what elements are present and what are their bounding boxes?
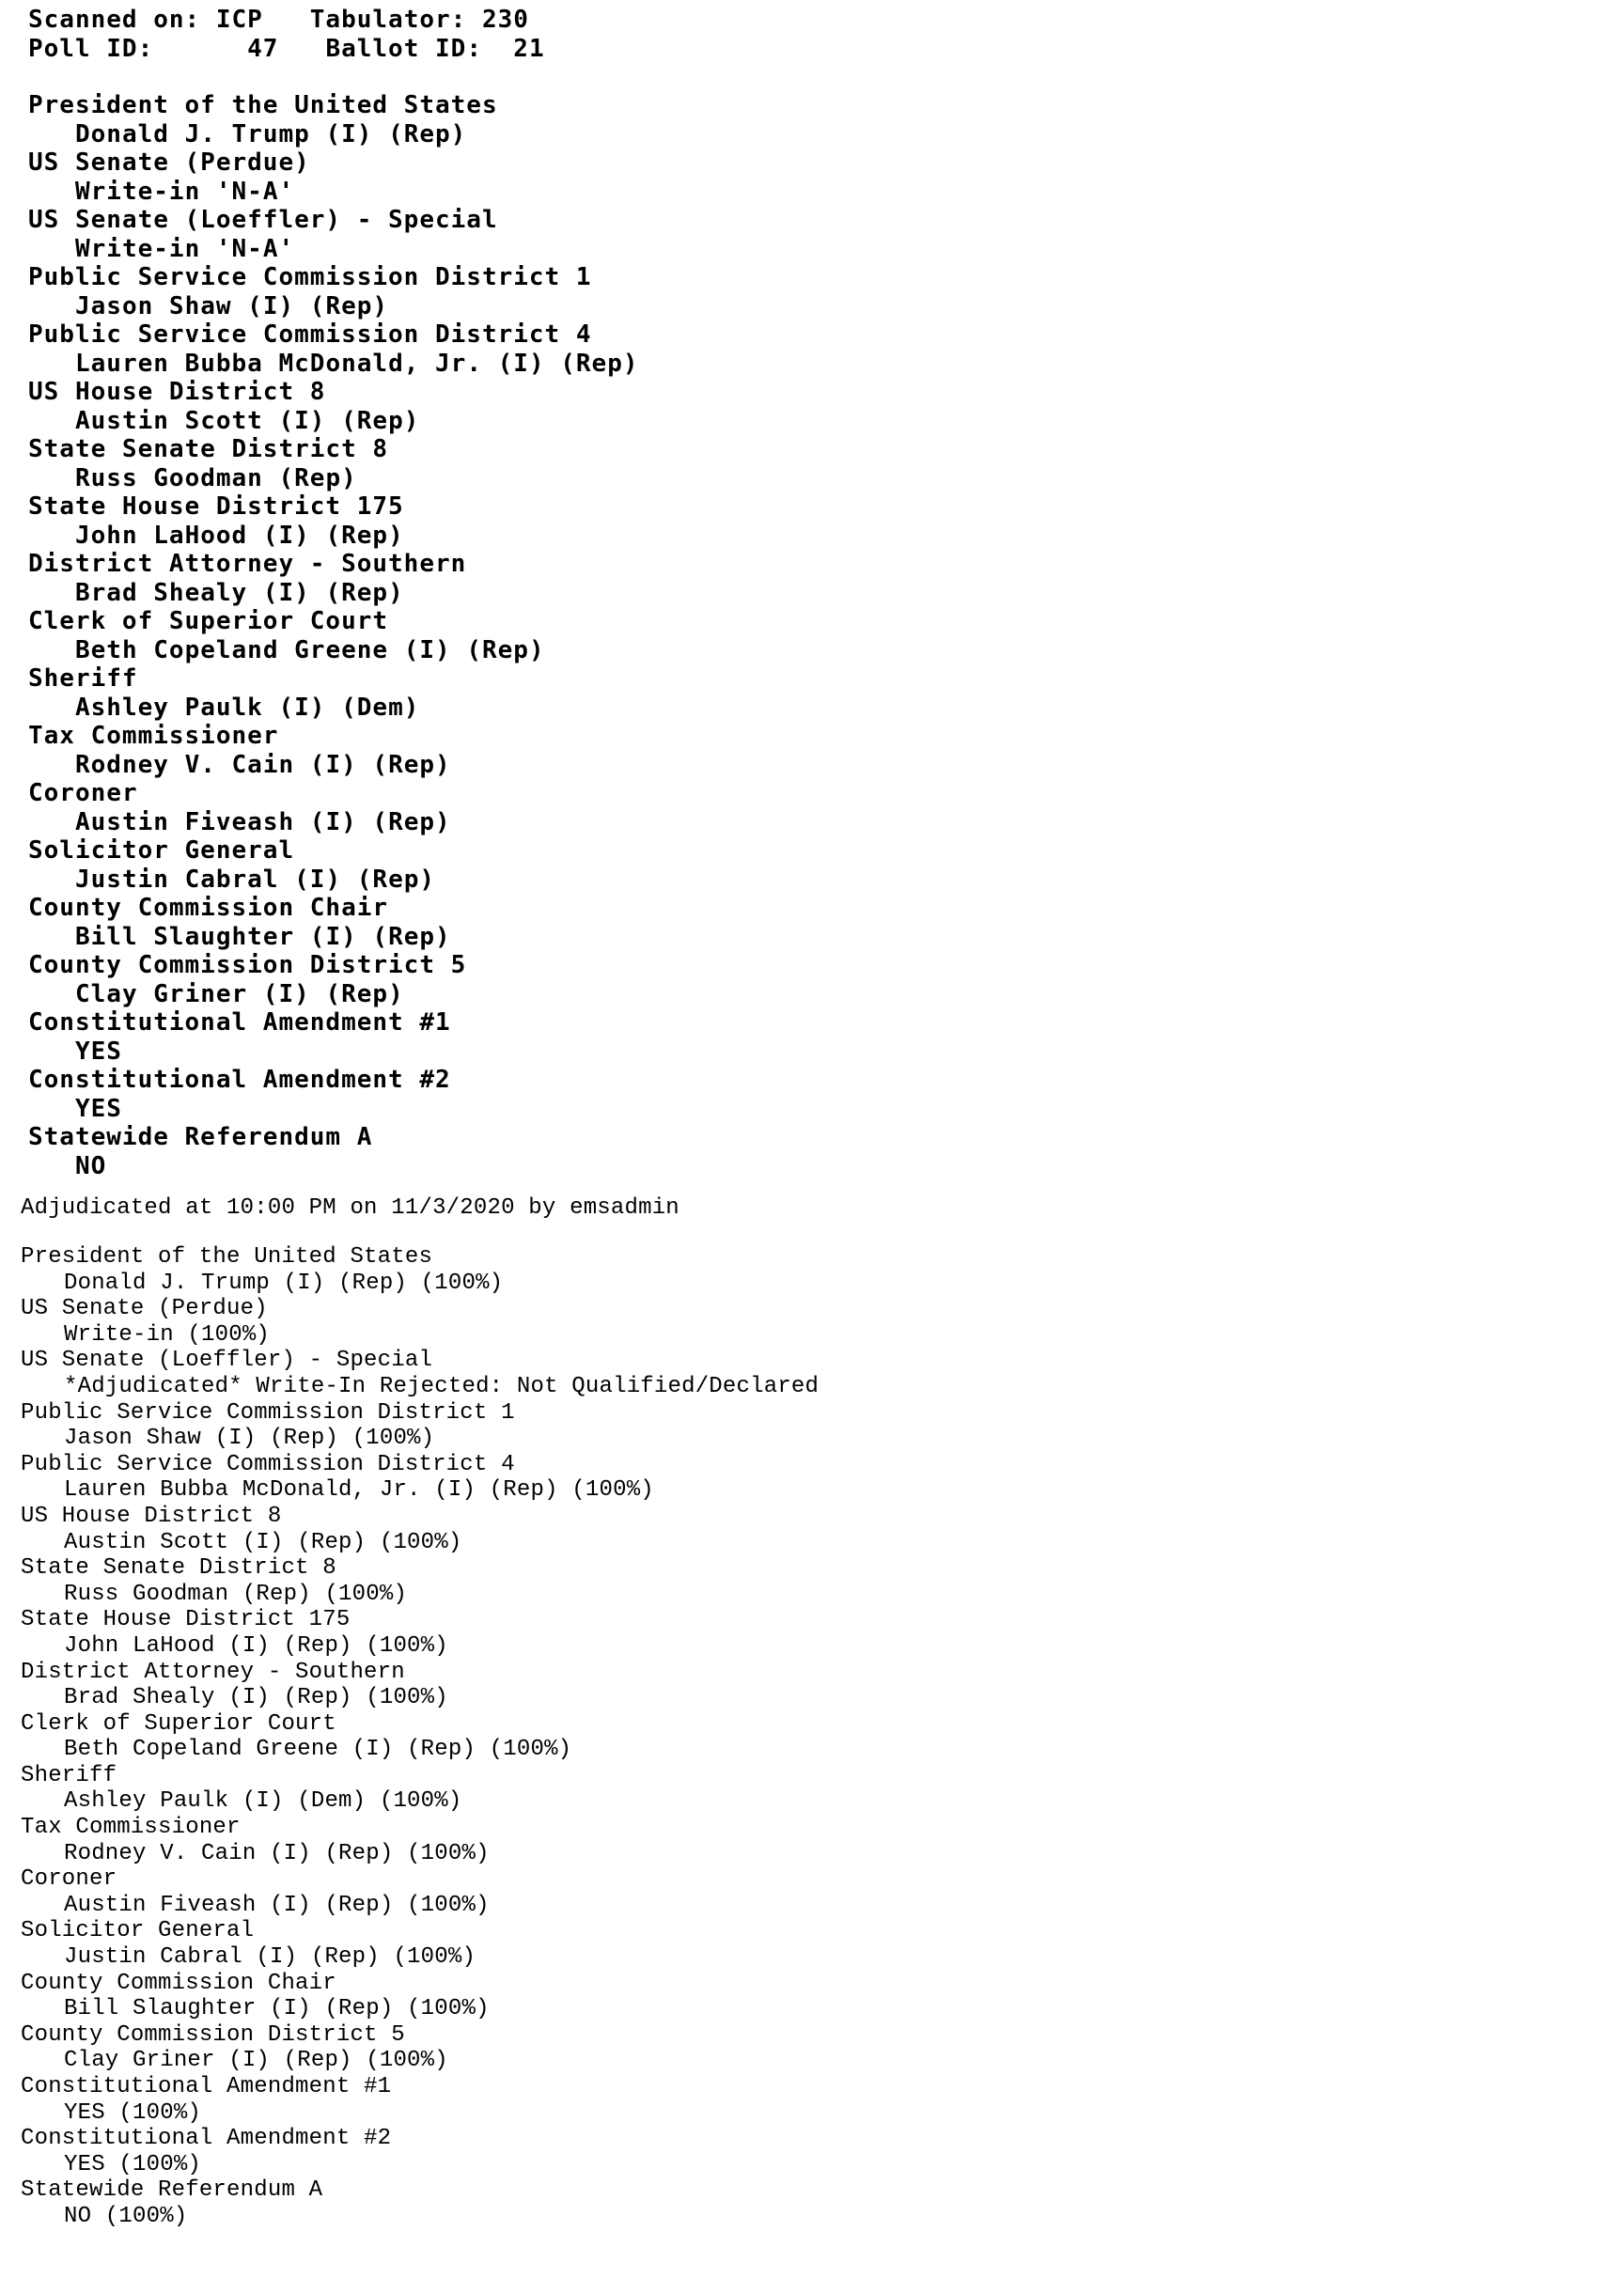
- scanned-contest-name: Constitutional Amendment #1: [28, 1008, 451, 1037]
- adjudication-section: [21, 1195, 1524, 2229]
- adjudicated-contest-name: Solicitor General: [21, 1918, 255, 1944]
- scanned-contest-name: County Commission Chair: [28, 894, 389, 922]
- adjudicated-contest-name: Constitutional Amendment #2: [21, 2126, 392, 2152]
- scanned-contest-name: Coroner: [28, 779, 138, 807]
- ballot-id-label: Ballot ID:: [325, 34, 482, 63]
- poll-id-value: 47: [247, 34, 279, 63]
- adjudicated-contest-name: Public Service Commission District 1: [21, 1399, 515, 1426]
- scanned-contest-name: Tax Commissioner: [28, 722, 279, 750]
- adjudicated-contest-name: US House District 8: [21, 1503, 282, 1529]
- scanned-on-label: Scanned on:: [28, 6, 201, 34]
- adjudicated-contest-name: Constitutional Amendment #1: [21, 2074, 392, 2099]
- scanned-ballot-section: [28, 6, 1438, 1180]
- adjudicated-choice: Brad Shealy (I) (Rep) (100%): [64, 1685, 448, 1711]
- scanned-choice: Beth Copeland Greene (I) (Rep): [75, 635, 545, 664]
- adjudicated-contest-name: State Senate District 8: [21, 1555, 336, 1582]
- scanned-contest-name: Solicitor General: [28, 836, 295, 865]
- adjudicated-choice: Austin Fiveash (I) (Rep) (100%): [64, 1892, 490, 1918]
- adjudicated-choice: *Adjudicated* Write-In Rejected: Not Qualified/Declared: [64, 1373, 820, 1399]
- adjudicated-contest-name: Clerk of Superior Court: [21, 1710, 336, 1737]
- scanned-choice: YES: [75, 1037, 122, 1066]
- scanned-contest-name: US House District 8: [28, 378, 326, 406]
- adjudicated-choice: Austin Scott (I) (Rep) (100%): [64, 1529, 462, 1555]
- adjudicated-choice: YES (100%): [64, 2151, 202, 2177]
- scanned-contest-name: District Attorney - Southern: [28, 550, 467, 578]
- adjudicated-contest-name: Public Service Commission District 4: [21, 1451, 515, 1477]
- adjudicated-contest-name: Coroner: [21, 1866, 117, 1893]
- scanned-contest-name: County Commission District 5: [28, 951, 467, 979]
- scanned-contest-name: Clerk of Superior Court: [28, 607, 389, 635]
- scanned-contest-name: State House District 175: [28, 492, 404, 521]
- scanned-choice: Clay Griner (I) (Rep): [75, 979, 404, 1008]
- adjudicated-choice: YES (100%): [64, 2099, 202, 2126]
- adjudicated-choice: Beth Copeland Greene (I) (Rep) (100%): [64, 1737, 572, 1763]
- adjudicated-contest-name: State House District 175: [21, 1607, 351, 1633]
- adjudicated-contest-name: US Senate (Perdue): [21, 1296, 268, 1322]
- poll-id-label: Poll ID:: [28, 34, 154, 63]
- scanned-choice: John LaHood (I) (Rep): [75, 521, 404, 550]
- adjudicated-contest-name: County Commission District 5: [21, 2021, 405, 2048]
- adjudicated-choice: Jason Shaw (I) (Rep) (100%): [64, 1426, 435, 1452]
- adjudicated-contest-name: President of the United States: [21, 1244, 433, 1270]
- tabulator-value: 230: [481, 6, 529, 34]
- scanned-choice: Bill Slaughter (I) (Rep): [75, 922, 451, 951]
- adjudicated-choice: Write-in (100%): [64, 1321, 271, 1348]
- tabulator-label: Tabulator:: [309, 6, 467, 34]
- scanned-choice: Write-in 'N-A': [75, 177, 295, 206]
- adjudicated-contest-name: Tax Commissioner: [21, 1815, 241, 1841]
- scanned-contest-name: Sheriff: [28, 664, 138, 693]
- scanned-contest-name: Public Service Commission District 4: [28, 320, 592, 349]
- scanned-choice: Austin Scott (I) (Rep): [75, 406, 420, 435]
- scanned-choice: Austin Fiveash (I) (Rep): [75, 807, 451, 836]
- adjudicated-contest-list: [21, 1244, 819, 2230]
- scanned-choice: YES: [75, 1094, 122, 1123]
- adjudicated-choice: Russ Goodman (Rep) (100%): [64, 1581, 408, 1607]
- scanned-contest-list: [28, 91, 1438, 1180]
- header-line-1: [28, 6, 1438, 35]
- scanned-contest-name: President of the United States: [28, 91, 498, 119]
- adjudication-line: Adjudicated at 10:00 PM on 11/3/2020 by emsadmin: [21, 1195, 679, 1221]
- scanned-choice: Russ Goodman (Rep): [75, 463, 357, 492]
- scanned-choice: Ashley Paulk (I) (Dem): [75, 693, 420, 722]
- adjudicated-choice: John LaHood (I) (Rep) (100%): [64, 1632, 448, 1659]
- scanned-choice: Donald J. Trump (I) (Rep): [75, 119, 467, 148]
- scanned-choice: Rodney V. Cain (I) (Rep): [75, 750, 451, 779]
- scanned-choice: Brad Shealy (I) (Rep): [75, 578, 404, 607]
- adjudicated-choice: Rodney V. Cain (I) (Rep) (100%): [64, 1840, 490, 1866]
- adjudicated-choice: Lauren Bubba McDonald, Jr. (I) (Rep) (100%): [64, 1477, 654, 1504]
- adjudicated-choice: Bill Slaughter (I) (Rep) (100%): [64, 1996, 490, 2022]
- ballot-id-value: 21: [513, 34, 545, 63]
- scanned-on-value: ICP: [215, 6, 263, 34]
- adjudicated-contest-name: Statewide Referendum A: [21, 2177, 323, 2204]
- adjudicated-choice: Clay Griner (I) (Rep) (100%): [64, 2048, 448, 2074]
- adjudicated-contest-name: District Attorney - Southern: [21, 1659, 405, 1685]
- adjudicated-contest-name: County Commission Chair: [21, 1970, 336, 1996]
- scanned-choice: NO: [75, 1151, 107, 1180]
- scanned-choice: Justin Cabral (I) (Rep): [75, 865, 436, 894]
- adjudicated-choice: NO (100%): [64, 2203, 188, 2229]
- header-line-2: [28, 35, 1438, 64]
- adjudicated-choice: Ashley Paulk (I) (Dem) (100%): [64, 1788, 462, 1815]
- adjudicated-contest-name: Sheriff: [21, 1762, 117, 1788]
- adjudicated-contest-name: US Senate (Loeffler) - Special: [21, 1348, 433, 1374]
- scanned-contest-name: Public Service Commission District 1: [28, 263, 592, 291]
- scanned-choice: Write-in 'N-A': [75, 234, 295, 263]
- scanned-contest-name: Constitutional Amendment #2: [28, 1066, 451, 1094]
- scanned-contest-name: US Senate (Loeffler) - Special: [28, 206, 498, 234]
- scanned-contest-name: US Senate (Perdue): [28, 148, 310, 177]
- adjudicated-choice: Donald J. Trump (I) (Rep) (100%): [64, 1270, 504, 1296]
- scanned-choice: Lauren Bubba McDonald, Jr. (I) (Rep): [75, 349, 639, 378]
- scanned-choice: Jason Shaw (I) (Rep): [75, 291, 389, 320]
- scanned-contest-name: State Senate District 8: [28, 435, 389, 463]
- adjudicated-choice: Justin Cabral (I) (Rep) (100%): [64, 1944, 476, 1971]
- scanned-contest-name: Statewide Referendum A: [28, 1123, 373, 1151]
